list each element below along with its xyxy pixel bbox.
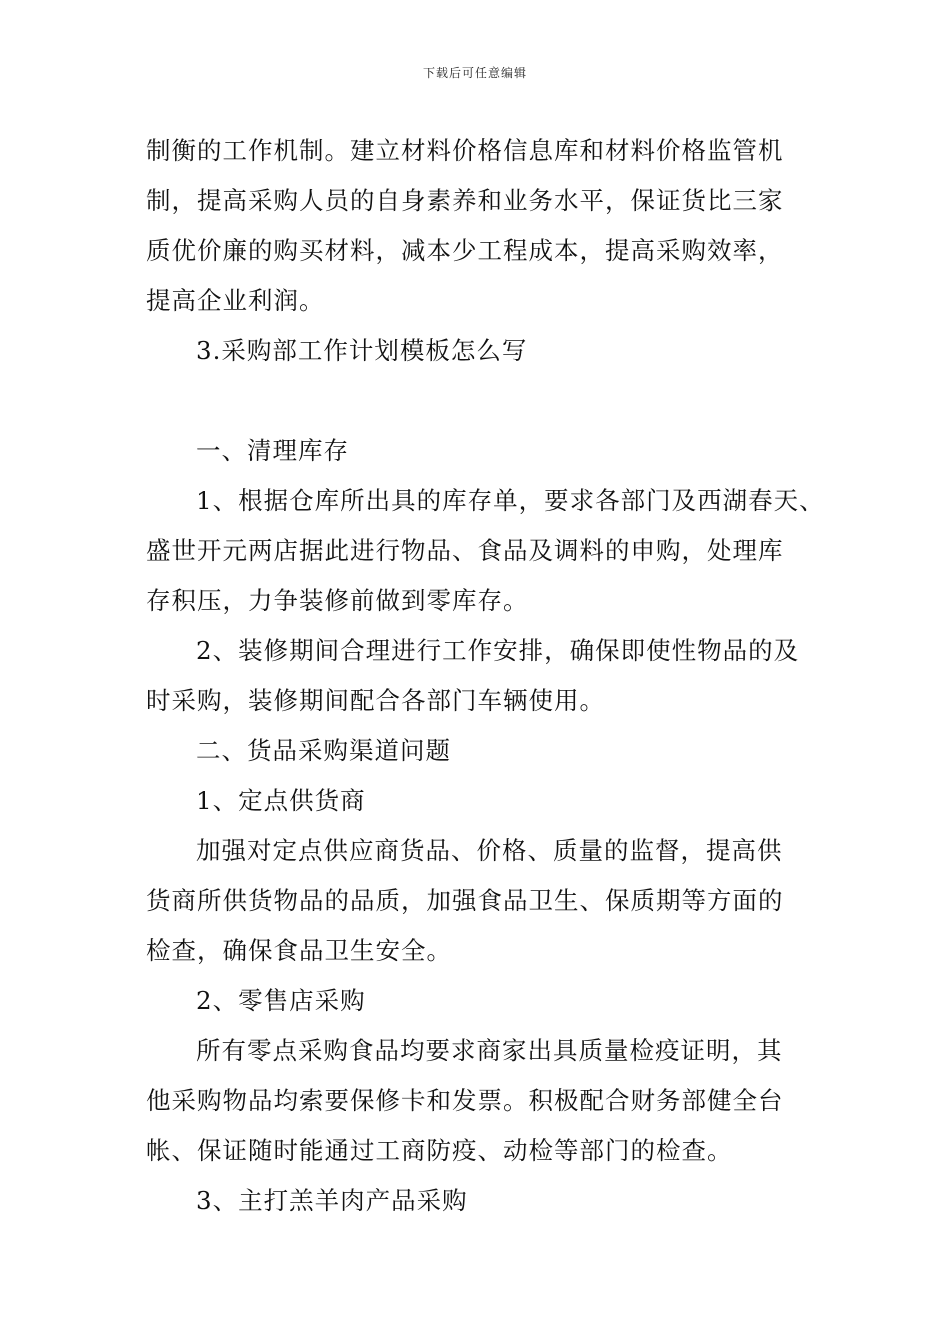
paragraph-line: 检查，确保食品卫生安全。 (146, 936, 452, 965)
paragraph-line: 制衡的工作机制。建立材料价格信息库和材料价格监管机 (146, 136, 784, 165)
paragraph-line: 他采购物品均索要保修卡和发票。积极配合财务部健全台 (146, 1086, 784, 1115)
paragraph-line: 盛世开元两店据此进行物品、食品及调料的申购，处理库 (146, 536, 784, 565)
paragraph-line: 加强对定点供应商货品、价格、质量的监督，提高供 (196, 836, 783, 865)
subsection-heading: 2、零售店采购 (196, 986, 366, 1015)
paragraph-line: 货商所供货物品的品质，加强食品卫生、保质期等方面的 (146, 886, 784, 915)
paragraph-line: 质优价廉的购买材料，减本少工程成本，提高采购效率， (146, 236, 784, 265)
paragraph-line: 存积压，力争装修前做到零库存。 (146, 586, 529, 615)
paragraph-line: 2、装修期间合理进行工作安排，确保即使性物品的及 (196, 636, 800, 665)
document-body (146, 126, 825, 1226)
section-heading: 一、清理库存 (196, 436, 349, 465)
subsection-heading: 1、定点供货商 (196, 786, 366, 815)
paragraph-line: 提高企业利润。 (146, 286, 325, 315)
paragraph-line: 时采购，装修期间配合各部门车辆使用。 (146, 686, 605, 715)
paragraph-line: 所有零点采购食品均要求商家出具质量检疫证明，其 (196, 1036, 783, 1065)
section-heading: 二、货品采购渠道问题 (196, 736, 451, 765)
paragraph-line: 帐、保证随时能通过工商防疫、动检等部门的检查。 (146, 1136, 733, 1165)
paragraph-line: 1、根据仓库所出具的库存单，要求各部门及西湖春天、 (196, 486, 825, 515)
blank-line (146, 376, 816, 426)
subsection-heading: 3、主打羔羊肉产品采购 (196, 1186, 468, 1215)
header-note: 下载后可任意编辑 (422, 66, 527, 80)
section-heading: 3.采购部工作计划模板怎么写 (196, 336, 528, 365)
paragraph-line: 制，提高采购人员的自身素养和业务水平，保证货比三家 (146, 186, 784, 215)
